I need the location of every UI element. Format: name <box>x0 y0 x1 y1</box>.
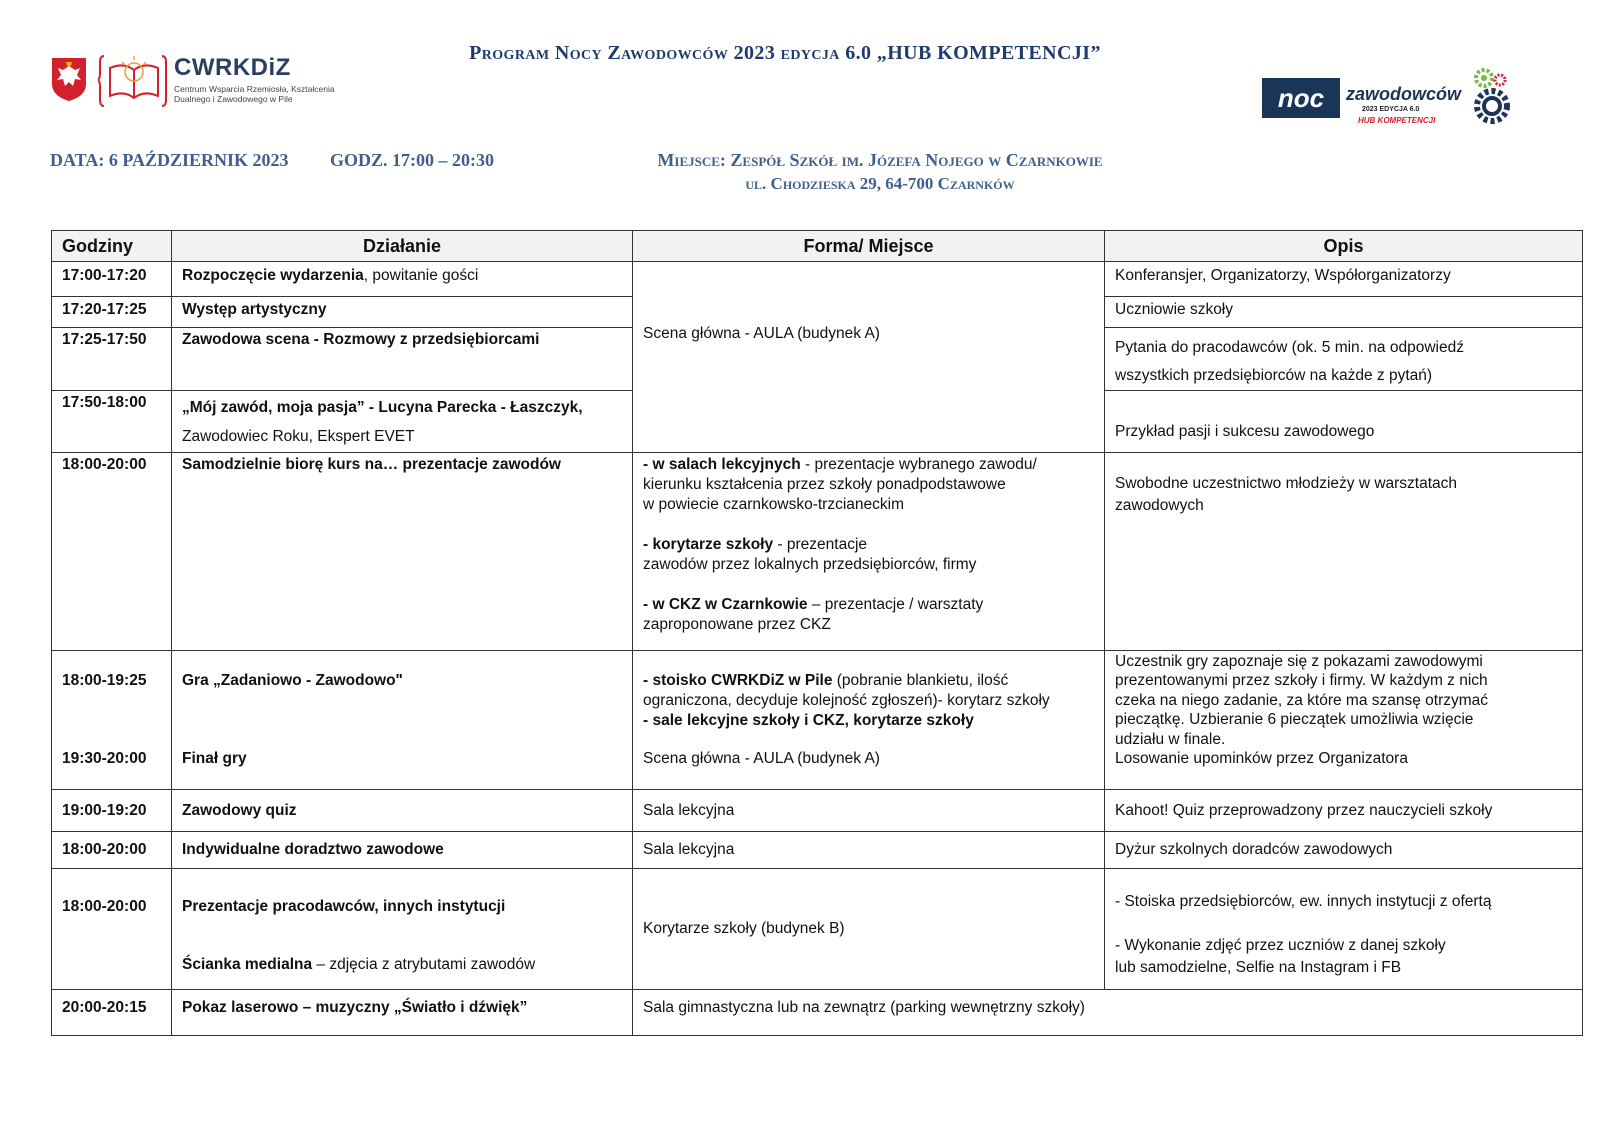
row-action <box>172 262 633 297</box>
col-header-godziny: Godziny <box>52 231 172 262</box>
action-text: , powitanie gości <box>363 267 479 285</box>
opis-line: pieczątkę. Uzbieranie 6 pieczątek umożliwia wzięcie <box>1115 711 1474 729</box>
row-opis <box>1105 650 1583 789</box>
row-action <box>172 391 633 452</box>
event-venue: Miejsce: Zespół Szkół im. Józefa Nojego w Czarnkowie <box>657 150 1103 170</box>
event-date: DATA: 6 PAŹDZIERNIK 2023 <box>50 150 289 170</box>
row-action: Występ artystyczny <box>172 297 633 328</box>
row-opis: Kahoot! Quiz przeprowadzony przez nauczycieli szkoły <box>1105 790 1583 832</box>
event-address: ul. Chodzieska 29, 64-700 Czarnków <box>745 174 1015 193</box>
zawodowcow-word: zawodowców <box>1346 84 1462 104</box>
forma-line: kierunku kształcenia przez szkoły ponadpodstawowe <box>643 475 1006 493</box>
row-forma: Sala lekcyjna <box>633 790 1105 832</box>
forma-line: ograniczona, decyduje kolejność zgłoszeń)- korytarz szkoły <box>643 691 1050 709</box>
noc-zawodowcow-logo <box>1262 66 1512 130</box>
action-subtitle: Zawodowiec Roku, Ekspert EVET <box>182 428 415 446</box>
noc-badge: noc <box>1262 78 1340 118</box>
table-row <box>52 868 1583 989</box>
forma-text: - prezentacje wybranego zawodu/ <box>800 455 1037 473</box>
row-action <box>172 868 633 989</box>
table-header-row <box>52 231 1583 262</box>
col-header-dzialanie: Działanie <box>172 231 633 262</box>
opis-line: - Stoiska przedsiębiorców, ew. innych instytucji z ofertą <box>1115 892 1492 910</box>
page-title: Program Nocy Zawodowców 2023 edycja 6.0 „HUB KOMPETENCJI” <box>469 42 1101 64</box>
edition-label: 2023 EDYCJA 6.0 <box>1362 106 1420 113</box>
action-line: Finał gry <box>182 749 247 767</box>
row-action: Zawodowa scena - Rozmowy z przedsiębiorcami <box>172 328 633 391</box>
opis-line: Swobodne uczestnictwo młodzieży w warsztatach <box>1115 474 1458 492</box>
row-time: 18:00-20:00 <box>52 452 172 650</box>
row-opis: Konferansjer, Organizatorzy, Współorganizatorzy <box>1105 262 1583 297</box>
row-time: 17:50-18:00 <box>52 391 172 452</box>
row-forma: Korytarze szkoły (budynek B) <box>633 868 1105 989</box>
row-time: 17:20-17:25 <box>52 297 172 328</box>
cwrkdiz-name: CWRKDiZ <box>174 54 291 81</box>
opis-line: - Wykonanie zdjęć przez uczniów z danej szkoły <box>1115 936 1446 954</box>
forma-bold-text: - w CKZ w Czarnkowie <box>643 595 808 613</box>
opis-line: Pytania do pracodawców (ok. 5 min. na odpowiedź <box>1115 339 1464 357</box>
table-row <box>52 452 1583 650</box>
row-forma: Sala lekcyjna <box>633 832 1105 868</box>
schedule-table <box>51 230 1583 1036</box>
col-header-opis: Opis <box>1105 231 1583 262</box>
table-row <box>52 989 1583 1035</box>
row-time: 19:00-19:20 <box>52 790 172 832</box>
row-opis: Przykład pasji i sukcesu zawodowego <box>1105 391 1583 452</box>
forma-line: Scena główna - AULA (budynek A) <box>643 749 880 767</box>
row-time <box>52 650 172 789</box>
row-action: Zawodowy quiz <box>172 790 633 832</box>
row-time: 18:00-20:00 <box>52 832 172 868</box>
table-row <box>52 832 1583 868</box>
opis-line: prezentowanymi przez szkoły i firmy. W każdym z nich <box>1115 672 1488 690</box>
forma-bold-text: - sale lekcyjne szkoły i CKZ, korytarze szkoły <box>643 711 974 729</box>
forma-bold-text: - stoisko CWRKDiZ w Pile <box>643 671 833 689</box>
row-opis <box>1105 452 1583 650</box>
row-time: 17:25-17:50 <box>52 328 172 391</box>
gears-icon <box>1462 66 1512 128</box>
row-action: Indywidualne doradztwo zawodowe <box>172 832 633 868</box>
opis-line: lub samodzielne, Selfie na Instagram i FB <box>1115 958 1402 976</box>
forma-line: zaproponowane przez CKZ <box>643 615 831 633</box>
row-opis: Dyżur szkolnych doradców zawodowych <box>1105 832 1583 868</box>
col-header-forma: Forma/ Miejsce <box>633 231 1105 262</box>
time-line: 18:00-19:25 <box>62 671 147 689</box>
opis-line: Uczestnik gry zapoznaje się z pokazami zawodowymi <box>1115 652 1483 670</box>
table-row <box>52 650 1583 789</box>
opis-line: wszystkich przedsiębiorców na każde z pytań) <box>1115 367 1433 385</box>
row-action <box>172 650 633 789</box>
table-row <box>52 790 1583 832</box>
action-bold-text: Rozpoczęcie wydarzenia <box>182 267 364 285</box>
forma-line: w powiecie czarnkowsko-trzcianeckim <box>643 495 904 513</box>
row-time: 18:00-20:00 <box>52 868 172 989</box>
row-opis <box>1105 328 1583 391</box>
book-bulb-icon <box>98 52 168 110</box>
forma-bold-text: - korytarze szkoły <box>643 535 774 553</box>
forma-bold-text: - w salach lekcyjnych <box>643 455 801 473</box>
forma-text: (pobranie blankietu, ilość <box>832 671 1009 689</box>
row-action: Samodzielnie biorę kurs na… prezentacje zawodów <box>172 452 633 650</box>
row-forma <box>633 650 1105 789</box>
row-forma <box>633 452 1105 650</box>
forma-line: zawodów przez lokalnych przedsiębiorców, firmy <box>643 555 977 573</box>
action-title: „Mój zawód, moja pasja” - Lucyna Parecka - Łaszczyk, <box>182 399 583 417</box>
row-opis <box>1105 868 1583 989</box>
opis-line: Losowanie upominków przez Organizatora <box>1115 750 1408 768</box>
eagle-crest-icon <box>50 56 88 102</box>
opis-line: udziału w finale. <box>1115 730 1226 748</box>
cwrkdiz-logo <box>50 50 350 112</box>
row-time: 17:00-17:20 <box>52 262 172 297</box>
action-line: Gra „Zadaniowo - Zawodowo" <box>182 671 403 689</box>
cwrkdiz-subtitle: Centrum Wsparcia Rzemiosła, Kształcenia Dualnego i Zawodowego w Pile <box>174 84 335 104</box>
opis-line: czeka na niego zadanie, za które ma szansę otrzymać <box>1115 691 1489 709</box>
time-line: 19:30-20:00 <box>62 749 147 767</box>
row-opis: Uczniowie szkoły <box>1105 297 1583 328</box>
hub-label: HUB KOMPETENCJI <box>1358 116 1436 125</box>
action-text: – zdjęcia z atrybutami zawodów <box>312 955 536 973</box>
action-bold-text: Ścianka medialna <box>182 955 313 973</box>
forma-text: - prezentacje <box>773 535 868 553</box>
row-forma-scena-glowna: Scena główna - AULA (budynek A) <box>633 262 1105 452</box>
action-line: Prezentacje pracodawców, innych instytucji <box>182 897 506 915</box>
row-time: 20:00-20:15 <box>52 989 172 1035</box>
event-hours: GODZ. 17:00 – 20:30 <box>330 150 494 170</box>
table-row <box>52 262 1583 297</box>
opis-line: zawodowych <box>1115 496 1204 514</box>
row-action: Pokaz laserowo – muzyczny „Światło i dźwięk” <box>172 989 633 1035</box>
forma-text: – prezentacje / warsztaty <box>807 595 984 613</box>
row-forma: Sala gimnastyczna lub na zewnątrz (parking wewnętrzny szkoły) <box>633 989 1583 1035</box>
